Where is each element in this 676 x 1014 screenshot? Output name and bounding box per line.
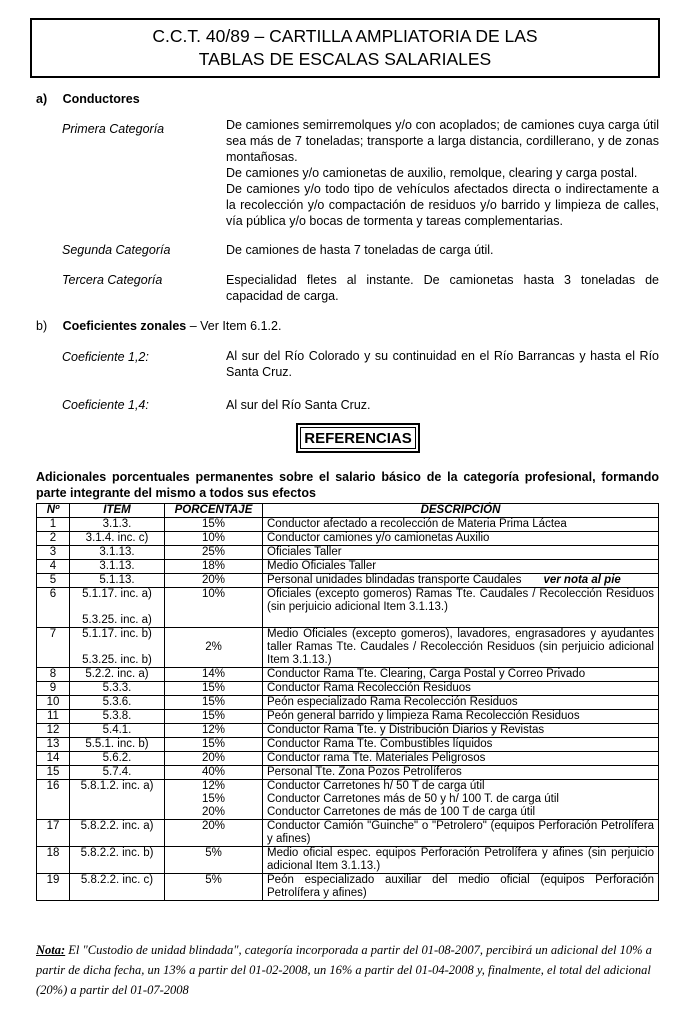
cell-description [263,518,659,532]
row-number: 9 [49,682,57,694]
column-header-number: Nº [37,504,70,518]
row-percentage: 20% [201,806,226,818]
cell-description [263,696,659,710]
cell-percentage [165,738,263,752]
row-description: Conductor Rama Tte. Combustibles líquidos [267,738,493,750]
row-item: 5.8.2.2. inc. a) [80,820,154,832]
cell-item [70,847,165,874]
cell-description [263,752,659,766]
cell-spacer [74,641,160,654]
row-percentage: 40% [201,766,226,778]
cell-item [70,780,165,820]
row-number: 6 [49,588,57,600]
row-description: Personal unidades blindadas transporte Caudales [267,574,522,586]
row-item-secondary: 5.3.25. inc. b) [82,654,152,666]
row-percentage: 20% [201,820,226,832]
row-percentage: 15% [201,710,226,722]
cell-number [37,738,70,752]
cell-item [70,752,165,766]
cell-percentage [165,574,263,588]
category-2-name: Segunda Categoría [62,243,171,257]
row-description: Conductor rama Tte. Materiales Peligrosos [267,752,486,764]
row-item: 3.1.3. [102,518,132,530]
row-percentage: 12% [201,724,226,736]
row-item: 5.1.17. inc. a) [82,588,152,600]
row-item: 5.3.3. [102,682,132,694]
row-number: 11 [47,710,59,722]
cell-item [70,518,165,532]
row-number: 14 [46,752,60,764]
cell-percentage [165,724,263,738]
row-number: 12 [46,724,60,736]
cell-number [37,752,70,766]
table-row [37,588,659,628]
table-row [37,682,659,696]
table-row [37,738,659,752]
cell-description [263,560,659,574]
cell-item [70,766,165,780]
cell-number [37,588,70,628]
category-1-name: Primera Categoría [62,122,165,136]
row-item: 5.8.1.2. inc. a) [80,780,154,792]
row-description: Conductor Camión "Guinche" o "Petrolero" (equipos Perforación Petrolífera y afines) [267,820,654,845]
cell-percentage [165,710,263,724]
coefficient-2-text: Al sur del Río Santa Cruz. [226,398,371,412]
row-item: 5.5.1. inc. b) [85,738,149,750]
row-description: Personal Tte. Zona Pozos Petrolíferos [267,766,462,778]
cell-number [37,574,70,588]
column-header-description: DESCRIPCIÓN [263,504,659,518]
cell-number [37,820,70,847]
row-description: Medio oficial espec. equipos Perforación Petrolífera y afines (sin perjuicio adicional Item 3.1.13.) [267,847,654,872]
row-number: 17 [46,820,60,832]
table-row [37,766,659,780]
cell-description [263,588,659,628]
cell-item [70,560,165,574]
row-number: 18 [46,847,60,859]
cell-percentage [165,752,263,766]
row-percentage: 18% [201,560,226,572]
row-item: 3.1.13. [99,560,135,572]
column-header-percentage: PORCENTAJE [165,504,263,518]
row-percentage: 5% [205,847,222,859]
cell-description [263,628,659,668]
row-item: 5.3.6. [102,696,132,708]
cell-description [263,766,659,780]
table-row [37,847,659,874]
cell-number [37,874,70,901]
row-percentage: 15% [201,738,226,750]
cell-description [263,780,659,820]
cell-number [37,724,70,738]
footnote-label: Nota: [36,943,66,957]
cell-percentage [165,518,263,532]
row-item: 5.7.4. [102,766,132,778]
row-item: 5.3.8. [102,710,132,722]
cell-percentage [165,560,263,574]
cell-description [263,724,659,738]
table-row [37,874,659,901]
cell-number [37,766,70,780]
section-b-title: Coeficientes zonales [62,319,187,333]
row-description: Conductor Carretones más de 50 y h/ 100 T. de carga útil [267,793,559,805]
cell-description [263,874,659,901]
section-b-suffix: – Ver Item 6.1.2. [186,319,282,333]
table-row [37,696,659,710]
row-number: 2 [49,532,57,544]
cell-percentage [165,546,263,560]
row-number: 4 [49,560,57,572]
cell-number [37,560,70,574]
row-number: 19 [46,874,60,886]
row-percentage: 20% [201,574,226,586]
cell-number [37,668,70,682]
row-item: 5.2.2. inc. a) [85,668,149,680]
referencias-box [296,423,420,453]
section-b-label: b) [36,319,48,333]
cell-description [263,847,659,874]
table-row [37,518,659,532]
cell-item [70,874,165,901]
cell-item [70,546,165,560]
cell-number [37,696,70,710]
cell-item [70,668,165,682]
cell-percentage [165,532,263,546]
row-description: Peón general barrido y limpieza Rama Recolección Residuos [267,710,580,722]
table-row [37,668,659,682]
row-percentage: 15% [201,518,226,530]
row-description: Conductor camiones y/o camionetas Auxilio [267,532,490,544]
row-number: 13 [46,738,60,750]
table-row [37,574,659,588]
cell-item [70,588,165,628]
row-description: Conductor Rama Recolección Residuos [267,682,471,694]
row-number: 1 [49,518,57,530]
row-number: 3 [49,546,57,558]
cell-item [70,738,165,752]
cell-item [70,628,165,668]
table-row [37,724,659,738]
cell-item [70,696,165,710]
cell-number [37,710,70,724]
row-item: 5.8.2.2. inc. c) [80,874,154,886]
cell-item [70,724,165,738]
row-number: 7 [49,628,57,640]
category-1-paragraph-1: De camiones semirremolques y/o con acoplados; de camiones cuya carga útil sea más de 7 toneladas; transporte a larga distancia, cordillerano, y de zonas montañosas. [226,118,659,164]
cell-description [263,546,659,560]
cell-item [70,820,165,847]
section-a-title: Conductores [62,92,140,106]
cell-number [37,682,70,696]
table-row [37,752,659,766]
cell-number [37,847,70,874]
row-description: Conductor Rama Tte. y Distribución Diarios y Revistas [267,724,545,736]
cell-number [37,532,70,546]
cell-description [263,574,659,588]
category-2-paragraph-1: De camiones de hasta 7 toneladas de carga útil. [226,243,494,257]
row-percentage: 10% [201,532,226,544]
referencias-heading: REFERENCIAS [300,427,416,449]
row-number: 15 [46,766,60,778]
section-a-heading [36,92,140,106]
table-row [37,628,659,668]
row-description: Conductor Rama Tte. Clearing, Carga Postal y Correo Privado [267,668,586,680]
row-item: 5.1.17. inc. b) [82,628,152,640]
category-1-paragraph-2: De camiones y/o camionetas de auxilio, remolque, clearing y carga postal. [226,166,638,180]
title-line-1: C.C.T. 40/89 – CARTILLA AMPLIATORIA DE LAS [152,26,538,46]
cell-item [70,532,165,546]
cell-percentage [165,780,263,820]
table-row [37,532,659,546]
row-description: Medio Oficiales (excepto gomeros), lavadores, engrasadores y ayudantes taller Ramas Tte. Caudales / Recolección Residuos (sin perjuicio adicional Item 3.1.13.) [267,628,654,666]
category-3-name: Tercera Categoría [62,273,163,287]
title-box [30,18,660,78]
cell-item [70,574,165,588]
cell-percentage [165,588,263,628]
cell-spacer [74,601,160,614]
row-item-secondary: 5.3.25. inc. a) [82,614,152,626]
cell-number [37,518,70,532]
row-description: Conductor Carretones de más de 100 T de carga útil [267,806,536,818]
row-percentage: 14% [201,668,226,680]
footnote [36,940,659,1000]
category-1-paragraph-3: De camiones y/o todo tipo de vehículos afectados directa o indirectamente a la recolección y/o compactación de residuos y/o barrido y limpieza de calles, vía pública y/o bocas de tormenta y tareas complementarias. [226,182,659,228]
column-header-item: ITEM [70,504,165,518]
row-item: 3.1.4. inc. c) [85,532,149,544]
coefficient-1-name: Coeficiente 1,2: [62,350,149,364]
row-number: 5 [49,574,57,586]
cell-number [37,546,70,560]
row-item: 5.1.13. [99,574,135,586]
cell-percentage [165,682,263,696]
row-percentage: 2% [205,641,222,653]
footnote-reference: ver nota al pie [543,574,621,586]
coefficient-1-text: Al sur del Río Colorado y su continuidad en el Río Barrancas y hasta el Río Santa Cruz. [226,349,659,379]
row-description: Conductor afectado a recolección de Materia Prima Láctea [267,518,567,530]
cell-number [37,628,70,668]
row-description: Peón especializado Rama Recolección Residuos [267,696,518,708]
category-2-description [226,242,659,258]
row-percentage: 12% [201,780,226,792]
cell-description [263,738,659,752]
row-number: 10 [46,696,60,708]
cell-description [263,532,659,546]
row-description: Peón especializado auxiliar del medio oficial (equipos Perforación Petrolífera y afines) [267,874,654,899]
table-row [37,780,659,820]
row-percentage: 25% [201,546,226,558]
cell-item [70,682,165,696]
cell-percentage [165,820,263,847]
row-item: 5.4.1. [102,724,132,736]
cell-item [70,710,165,724]
section-a-label: a) [36,92,48,106]
cell-description [263,668,659,682]
cell-percentage [165,696,263,710]
table-row [37,710,659,724]
cell-description [263,682,659,696]
cell-number [37,780,70,820]
table-header-row [37,504,659,518]
footnote-text: El "Custodio de unidad blindada", categoría incorporada a partir del 01-08-2007, percibirá un adicional del 10% a partir de dicha fecha, un 13% a partir del 01-02-2008, un 16% a partir del 01-04-2008 y, finalmente, el total del adicional (20%) a partir del 01-07-2008 [36,943,652,997]
row-description: Oficiales (excepto gomeros) Ramas Tte. Caudales / Recolección Residuos (sin perjuicio adicional Item 3.1.13.) [267,588,654,613]
row-percentage: 15% [201,682,226,694]
table-row [37,820,659,847]
row-percentage: 15% [201,696,226,708]
cell-description [263,820,659,847]
table-row [37,560,659,574]
cell-percentage [165,766,263,780]
cell-description [263,710,659,724]
category-3-description [226,272,659,304]
cell-percentage [165,668,263,682]
row-description: Oficiales Taller [267,546,342,558]
coefficient-2-name: Coeficiente 1,4: [62,398,149,412]
row-percentage: 15% [201,793,226,805]
row-item: 3.1.13. [99,546,135,558]
row-number: 8 [49,668,57,680]
references-table [36,503,659,901]
table-row [37,546,659,560]
section-b-heading [36,319,281,333]
row-description: Medio Oficiales Taller [267,560,377,572]
row-number: 16 [46,780,60,792]
table-body [37,518,659,901]
row-item: 5.6.2. [102,752,132,764]
row-item: 5.8.2.2. inc. b) [80,847,154,859]
cell-percentage [165,874,263,901]
cell-percentage [165,628,263,668]
category-1-description [226,117,659,229]
row-percentage: 20% [201,752,226,764]
row-percentage: 10% [201,588,226,600]
cell-percentage [165,847,263,874]
row-percentage: 5% [205,874,222,886]
title-line-2: TABLAS DE ESCALAS SALARIALES [198,49,492,69]
referencias-intro: Adicionales porcentuales permanentes sobre el salario básico de la categoría profesional, formando parte integrante del mismo a todos sus efectos [36,470,659,500]
category-3-paragraph-1: Especialidad fletes al instante. De camionetas hasta 3 toneladas de capacidad de carga. [226,273,659,303]
row-description: Conductor Carretones h/ 50 T de carga útil [267,780,485,792]
